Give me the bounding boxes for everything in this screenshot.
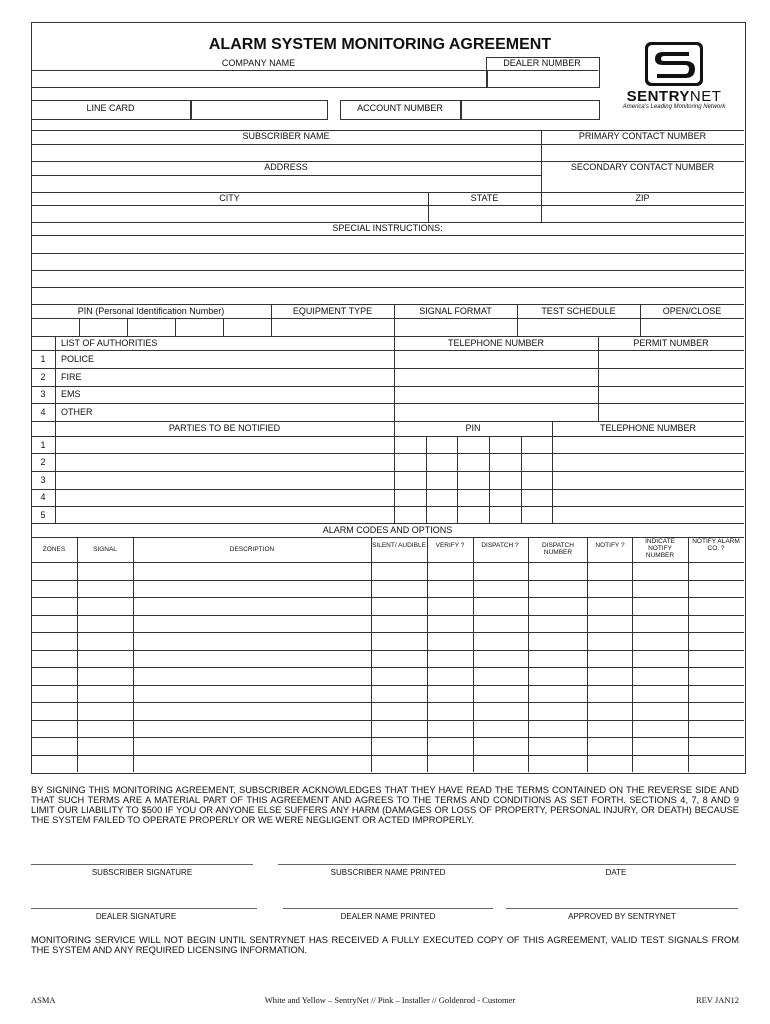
dealer-number-field[interactable]: [487, 71, 598, 86]
authority-number: 4: [40, 407, 46, 417]
test-schedule-label: TEST SCHEDULE: [541, 306, 616, 316]
footer-form-code: ASMA: [31, 995, 56, 1005]
subscriber-name-label: SUBSCRIBER NAME: [242, 131, 330, 141]
col-signal: SIGNAL: [93, 546, 117, 553]
city-label: CITY: [219, 193, 240, 203]
col-dispatch-number: DISPATCH NUMBER: [542, 542, 574, 556]
date-field[interactable]: [497, 846, 736, 864]
authority-name: POLICE: [61, 354, 95, 364]
equipment-type-label: EQUIPMENT TYPE: [292, 306, 373, 316]
dealer-signature-label: DEALER SIGNATURE: [95, 912, 177, 921]
city-field[interactable]: [32, 206, 428, 222]
parties-pin-header: PIN: [465, 423, 481, 433]
footer-revision: REV JAN12: [695, 995, 739, 1005]
pin-field[interactable]: [32, 319, 271, 336]
address-field[interactable]: [32, 176, 541, 192]
subscriber-name-printed-field[interactable]: [278, 846, 496, 864]
terms-paragraph: BY SIGNING THIS MONITORING AGREEMENT, SUBSCRIBER ACKNOWLEDGES THAT THEY HAVE READ THE TERMS CONTAINED ON THE REVERSE SIDE AND THAT SUCH TERMS ARE A MATERIAL PART OF THIS AGREEMENT AND AGREES TO THE TERMS AND CONDITIONS AS SET FORTH. SECTIONS 4, 7, 8 AND 9 LIMIT OUR LIABILITY TO $500 IF YOU OR ANYONE ELSE SUFFERS ANY HARM (DAMAGES OR LOSS OF PROPERTY, PERSONAL INJURY, OR DEATH) BECAUSE THE SYSTEM FAILED TO OPERATE PROPERLY OR WE WERE NEGLIGENT OR ACTED IMPROPERLY.: [31, 785, 739, 825]
secondary-contact-label: SECONDARY CONTACT NUMBER: [570, 162, 715, 172]
col-dispatch: DISPATCH ?: [481, 542, 519, 549]
col-indicate-notify-number: INDICATE NOTIFY NUMBER: [645, 538, 675, 559]
col-notify-alarm-co: NOTIFY ALARM CO. ?: [692, 538, 740, 552]
col-verify: VERIFY ?: [435, 542, 465, 549]
company-name-label: COMPANY NAME: [221, 58, 296, 68]
brand-name: [604, 88, 744, 105]
parties-name-fields[interactable]: [56, 437, 394, 523]
party-number: 1: [40, 440, 46, 450]
state-label: STATE: [470, 193, 499, 203]
account-number-label: ACCOUNT NUMBER: [357, 103, 443, 113]
primary-contact-label: PRIMARY CONTACT NUMBER: [578, 131, 707, 141]
party-number: 2: [40, 457, 46, 467]
test-schedule-field[interactable]: [518, 319, 640, 336]
subscriber-signature-label: SUBSCRIBER SIGNATURE: [91, 868, 193, 877]
col-description: DESCRIPTION: [229, 546, 275, 553]
special-instructions-label: SPECIAL INSTRUCTIONS:: [332, 223, 443, 233]
subscriber-name-printed-label: SUBSCRIBER NAME PRINTED: [330, 868, 446, 877]
authority-number: 1: [40, 354, 46, 364]
sentrynet-logo: [604, 40, 744, 112]
pin-label: PIN (Personal Identification Number): [77, 306, 225, 316]
zip-field[interactable]: [542, 206, 744, 222]
alarm-codes-grid[interactable]: [32, 563, 744, 772]
account-number-field[interactable]: [460, 100, 600, 120]
authority-name: EMS: [61, 389, 81, 399]
subscriber-signature-field[interactable]: [31, 846, 253, 864]
authority-number: 2: [40, 372, 46, 382]
brand-tagline: America's Leading Monitoring Network: [622, 104, 726, 110]
open-close-field[interactable]: [641, 319, 744, 336]
dealer-number-label: DEALER NUMBER: [503, 58, 581, 68]
secondary-contact-field[interactable]: [542, 176, 744, 192]
brand-bold: SENTRY: [626, 88, 690, 105]
zip-label: ZIP: [635, 193, 650, 203]
dealer-name-printed-field[interactable]: [283, 890, 493, 908]
date-label: DATE: [605, 868, 627, 877]
equipment-type-field[interactable]: [272, 319, 394, 336]
company-name-field[interactable]: [31, 70, 488, 88]
address-label: ADDRESS: [264, 162, 308, 172]
signal-format-label: SIGNAL FORMAT: [419, 306, 492, 316]
signal-format-field[interactable]: [395, 319, 517, 336]
alarm-codes-title: ALARM CODES AND OPTIONS: [322, 525, 453, 535]
line-card-label: LINE CARD: [86, 103, 135, 113]
brand-light: NET: [689, 88, 722, 105]
col-zones: ZONES: [42, 546, 66, 553]
col-silent-audible: SILENT/ AUDIBLE: [372, 542, 426, 549]
authority-name: FIRE: [61, 372, 82, 382]
approved-by-field[interactable]: [506, 890, 738, 908]
party-number: 5: [40, 510, 46, 520]
sentrynet-s-mark-icon: [645, 42, 703, 86]
parties-telephone-header: TELEPHONE NUMBER: [599, 423, 697, 433]
open-close-label: OPEN/CLOSE: [662, 306, 722, 316]
authority-number: 3: [40, 389, 46, 399]
authorities-telephone-header: TELEPHONE NUMBER: [447, 338, 545, 348]
state-field[interactable]: [429, 206, 541, 222]
approved-by-label: APPROVED BY SENTRYNET: [568, 912, 676, 921]
authority-telephone-fields[interactable]: [395, 351, 598, 421]
parties-header: PARTIES TO BE NOTIFIED: [168, 423, 281, 433]
party-number: 3: [40, 475, 46, 485]
authority-name: OTHER: [61, 407, 93, 417]
party-number: 4: [40, 492, 46, 502]
page-title: ALARM SYSTEM MONITORING AGREEMENT: [208, 36, 552, 53]
col-notify: NOTIFY ?: [595, 542, 625, 549]
footer-copy-distribution: White and Yellow – SentryNet // Pink – Installer // Goldenrod - Customer: [264, 995, 516, 1005]
parties-pin-fields[interactable]: [395, 437, 552, 523]
authorities-permit-header: PERMIT NUMBER: [633, 338, 709, 348]
line-card-field[interactable]: [190, 100, 328, 120]
subscriber-name-field[interactable]: [32, 145, 541, 161]
primary-contact-field[interactable]: [542, 145, 744, 161]
authorities-header: LIST OF AUTHORITIES: [61, 338, 158, 348]
parties-telephone-fields[interactable]: [553, 437, 744, 523]
dealer-signature-field[interactable]: [31, 890, 257, 908]
authority-permit-fields[interactable]: [599, 351, 744, 421]
dealer-name-printed-label: DEALER NAME PRINTED: [340, 912, 436, 921]
notice-paragraph: MONITORING SERVICE WILL NOT BEGIN UNTIL SENTRYNET HAS RECEIVED A FULLY EXECUTED COPY OF THIS AGREEMENT, VALID TEST SIGNALS FROM THE SYSTEM AND ANY REQUIRED LICENSING INFORMATION.: [31, 935, 739, 955]
